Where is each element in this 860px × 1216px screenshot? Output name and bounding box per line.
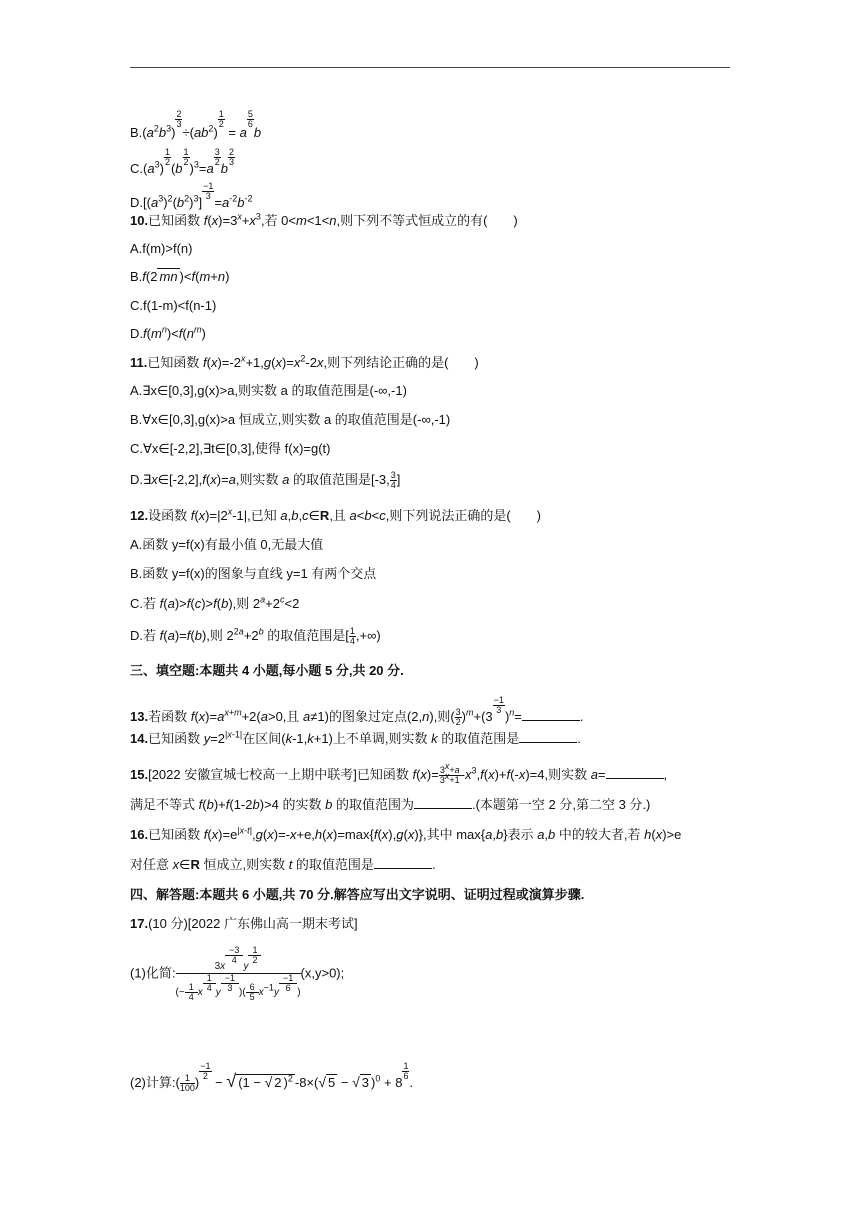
- q17-part1-expression: 3x $\frac{-3}{4}$ y $\frac{1}{2}$ (− $\frac{1}{4}$ x $\frac{1}{4}$ y $\frac{-1}{3}$ )( $\frac{6}{5}$ $x^{-1}y$ $\frac{-1}{6}$ ): [175, 945, 301, 1002]
- q15-line2: 满足不等式 f(b)+f(1-2b)>4 的实数 b 的取值范围为 .(本题第一空 2 分,第二空 3 分.): [130, 797, 651, 812]
- q15-line1: 15.[2022 安徽宣城七校高一上期中联考]已知函数 f(x)= $\frac{3^x+a}{3^x+1}$ $-x^3,f(x)+f(-x)=4$,则实数 a= ,: [130, 761, 668, 786]
- q17-part2-label: (2)计算:: [130, 1075, 176, 1090]
- q12-option-a: A.函数 y=f(x)有最小值 0,无最大值: [130, 537, 324, 552]
- q10-option-d: $D.f(m^n)<f(n^m)$: [130, 324, 206, 341]
- header-rule: [130, 67, 730, 68]
- q10-option-b: B.f(2 mn )<f(m+n): [130, 269, 230, 284]
- q12-stem: 12.设函数 $f(x)=|2^x-1|$,已知 a,b,c∈R,且 a<b<c,则下列说法正确的是( ): [130, 506, 541, 523]
- q11-option-d: D.∃x∈[-2,2],f(x)=a,则实数 a 的取值范围是[-3, $\frac{3}{4}$ ]: [130, 470, 401, 491]
- q11-option-b: B.∀x∈[0,3],g(x)>a 恒成立,则实数 a 的取值范围是(-∞,-1): [130, 412, 451, 427]
- q10-stem: 10.已知函数 $f(x)=3^x+x^3$,若 0<m<1<n,则下列不等式恒成立的有( ): [130, 211, 518, 228]
- q13: 13.若函数 $f(x)=a^{x+m}+2(a>0$,且 a≠1)的图象过定点(2,n),则( $\frac{3}{2}$ )$^m$+(3 $\frac{-1}{3}$ )$^n$= .: [130, 695, 584, 728]
- section-fill-in: 三、填空题:本题共 4 小题,每小题 5 分,共 20 分.: [130, 663, 404, 678]
- q17-head: 17.(10 分)[2022 广东佛山高一期末考试]: [130, 916, 358, 931]
- option-prev-c: $C.(a^3)$ $\frac{1}{2}$ (b $\frac{1}{2}$ )$^3$=a $\frac{3}{2}$ b $\frac{2}{3}$: [130, 147, 234, 176]
- q11-stem: 11.已知函数 $f(x)=-2^x+1,g(x)=x^2-2x$,则下列结论正确的是( ): [130, 353, 479, 370]
- q17-part1-condition: (x,y>0);: [300, 965, 345, 981]
- q15-tail: .(本题第一空 2 分,第二空 3 分.): [471, 797, 651, 812]
- q11-option-c: C.∀x∈[-2,2],∃t∈[0,3],使得 f(x)=g(t): [130, 441, 331, 456]
- q17-part1: [130, 946, 344, 1002]
- q12-option-d: D.若 f(a)=f(b),则 $2^{2a}+2^b$ 的取值范围是[ $\frac{1}{4}$ ,+∞): [130, 626, 381, 647]
- q10-option-a: A.f(m)>f(n): [130, 241, 193, 256]
- option-prev-d: $D.[(a^3)^2(b^2)^3]$ $\frac{-1}{3}$ $=a^{-2}b^{-2}$: [130, 181, 253, 210]
- q10-option-c: C.f(1-m)<f(n-1): [130, 298, 217, 313]
- q14: 14.已知函数 $y=2^{|x-1|}$在区间(k-1,k+1)上不单调,则实数 k 的取值范围是 .: [130, 729, 581, 746]
- q17-part2: (2)计算:( $\frac{1}{100}$ ) $\frac{-1}{2}$ − √ (1 − √ 2 )$^2$ -8×(√ 5 − √ 3 )$^0$ + 8 $\frac{1}{6}$ .: [130, 1061, 414, 1094]
- q17-part1-label: (1)化简:: [130, 965, 176, 981]
- q12-option-c: C.若 f(a)>f(c)>f(b),则 $2^a+2^c<2$: [130, 594, 300, 611]
- q16-line1: 16.已知函数 $f(x)=e^{|x-t|},g(x)=-x+e,h(x)=\max\{f(x),g(x)\}$,其中 max{a,b}表示 a,b 中的较大者,若 h(x)>e: [130, 825, 682, 842]
- section-answer: 四、解答题:本题共 6 小题,共 70 分.解答应写出文字说明、证明过程或演算步骤.: [130, 887, 585, 902]
- q16-line2: 对任意 x∈R 恒成立,则实数 t 的取值范围是 .: [130, 857, 436, 872]
- q11-option-a: A.∃x∈[0,3],g(x)>a,则实数 a 的取值范围是(-∞,-1): [130, 383, 407, 398]
- option-prev-b: $B.(a^2b^3)$ $\frac{2}{3}$ $\div(ab^2)$ $\frac{1}{2}$ = a $\frac{5}{6}$ b: [130, 109, 262, 140]
- q12-option-b: B.函数 y=f(x)的图象与直线 y=1 有两个交点: [130, 566, 377, 581]
